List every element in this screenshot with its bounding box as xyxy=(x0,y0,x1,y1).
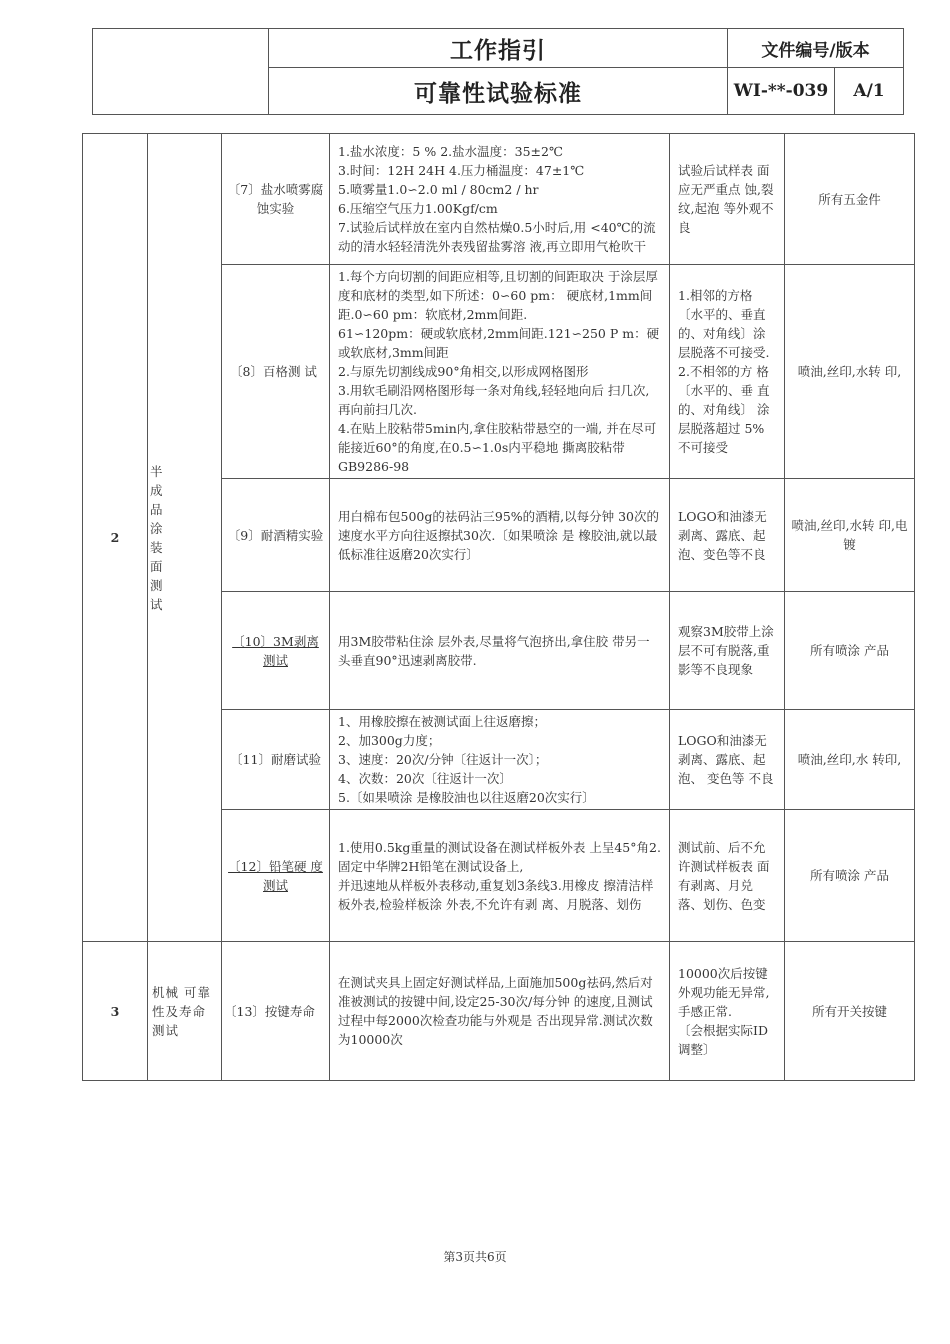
test-method: 在测试夹具上固定好测试样品,上面施加500g祛码,然后对准被测试的按键中间,设定25-30次/每分钟 的速度,且测试过程中每2000次检查功能与外观是 否出现异常.测试次数为10000次 xyxy=(330,942,670,1081)
test-standards-table xyxy=(82,133,915,1081)
test-item: 〔7〕盐水喷雾腐蚀实验 xyxy=(222,134,330,265)
test-method: 1.盐水浓度：5 % 2.盐水温度：35±2℃ 3.时间：12H 24H 4.压力桶温度：47±1℃ 5.喷雾量1.0∽2.0 ml / 80cm2 / hr 6.压缩空气压力1.00Kgf/cm 7.试验后试样放在室内自然枯燥0.5小时后,用 <40℃的流动的清水轻轻清洗外表残留盐雾溶 液,再立即用气枪吹干 xyxy=(330,134,670,265)
table-row xyxy=(83,134,915,265)
doc-subtitle: 可靠性试验标准 xyxy=(269,68,728,115)
doc-version: A/1 xyxy=(835,68,904,115)
test-item: 〔12〕铅笔硬 度测试 xyxy=(222,810,330,942)
test-method: 用3M胶带粘住涂 层外表,尽量将气泡挤出,拿住胶 带另一头垂直90°迅速剥离胶带. xyxy=(330,592,670,710)
section-number: 2 xyxy=(83,134,148,942)
applicable-scope: 喷油,丝印,水转 印, xyxy=(785,265,915,479)
applicable-scope: 所有开关按键 xyxy=(785,942,915,1081)
test-item: 〔9〕耐酒精实验 xyxy=(222,479,330,592)
test-method: 1.使用0.5kg重量的测试设备在测试样板外表 上呈45°角2.固定中华牌2H铅笔在测试设备上, 并迅速地从样板外表移动,重复划3条线3.用橡皮 擦清洁样板外表,检验样板涂 外表,不允许有剥 离、月脱落、划伤 xyxy=(330,810,670,942)
test-method: 用白棉布包500g的祛码沾三95%的酒精,以每分钟 30次的速度水平方向往返擦拭30次.〔如果喷涂 是 橡胶油,就以最低标准往返磨20次实行〕 xyxy=(330,479,670,592)
applicable-scope: 喷油,丝印,水 转印, xyxy=(785,710,915,810)
doc-number-label: 文件编号/版本 xyxy=(728,29,904,68)
acceptance-criteria: LOGO和油漆无剥离、露底、起泡、变色等不良 xyxy=(670,479,785,592)
section-number: 3 xyxy=(83,942,148,1081)
page-footer: 第3页共6页 xyxy=(443,1250,507,1264)
test-item: 〔8〕百格测 试 xyxy=(222,265,330,479)
doc-title: 工作指引 xyxy=(269,29,728,68)
test-item: 〔13〕按键寿命 xyxy=(222,942,330,1081)
acceptance-criteria: 试验后试样表 面应无严重点 蚀,裂纹,起泡 等外观不良 xyxy=(670,134,785,265)
test-method: 1、用橡胶擦在被测试面上往返磨擦； 2、加300g力度； 3、速度：20次/分钟〔往返计一次〕； 4、次数：20次〔往返计一次〕 5.〔如果喷涂 是橡胶油也以往返磨20次实行〕 xyxy=(330,710,670,810)
acceptance-criteria: LOGO和油漆无剥离、露底、起泡、 变色等 不良 xyxy=(670,710,785,810)
test-item: 〔10〕3M剥离测试 xyxy=(222,592,330,710)
applicable-scope: 所有喷涂 产品 xyxy=(785,592,915,710)
table-row xyxy=(83,942,915,1081)
applicable-scope: 所有五金件 xyxy=(785,134,915,265)
acceptance-criteria: 测试前、后不允许测试样板表 面有剥离、月兑落、划伤、色变 xyxy=(670,810,785,942)
applicable-scope: 喷油,丝印,水转 印,电镀 xyxy=(785,479,915,592)
document-header xyxy=(92,28,904,115)
logo-cell xyxy=(93,29,269,115)
test-method: 1.每个方向切割的间距应相等,且切割的间距取决 于涂层厚度和底材的类型,如下所述：0∽60 pm： 硬底材,1mm间距.0∽60 pm：软底材,2mm间距. 61∽120pm：硬或软底材,2mm间距.121∽250 P m：硬或软底材,3mm间距 2.与原先切割线成90°角相交,以形成网格图形 3.用软毛刷沿网格图形每一条对角线,轻轻地向后 扫几次,再向前扫几次. 4.在贴上胶粘带5min内,拿住胶粘带悬空的一端, 并在尽可能接近60°的角度,在0.5∽1.0s内平稳地 撕离胶粘带GB9286-98 xyxy=(330,265,670,479)
acceptance-criteria: 10000次后按键外观功能无异常,手感正常. 〔会根据实际ID调整〕 xyxy=(670,942,785,1081)
section-category: 机械 可靠 性及寿命 测试 xyxy=(148,942,222,1081)
acceptance-criteria: 1.相邻的方格〔水平的、垂直的、对角线〕涂层脱落不可接受. 2.不相邻的方 格〔水平的、垂 直的、对角线〕 涂层脱落超过 5%不可接受 xyxy=(670,265,785,479)
doc-number: WI-**-039 xyxy=(728,68,835,115)
applicable-scope: 所有喷涂 产品 xyxy=(785,810,915,942)
section-category: 半成品涂装面测试 xyxy=(148,134,222,942)
acceptance-criteria: 观察3M胶带上涂 层不可有脱落,重影等不良现象 xyxy=(670,592,785,710)
test-item: 〔11〕耐磨试验 xyxy=(222,710,330,810)
